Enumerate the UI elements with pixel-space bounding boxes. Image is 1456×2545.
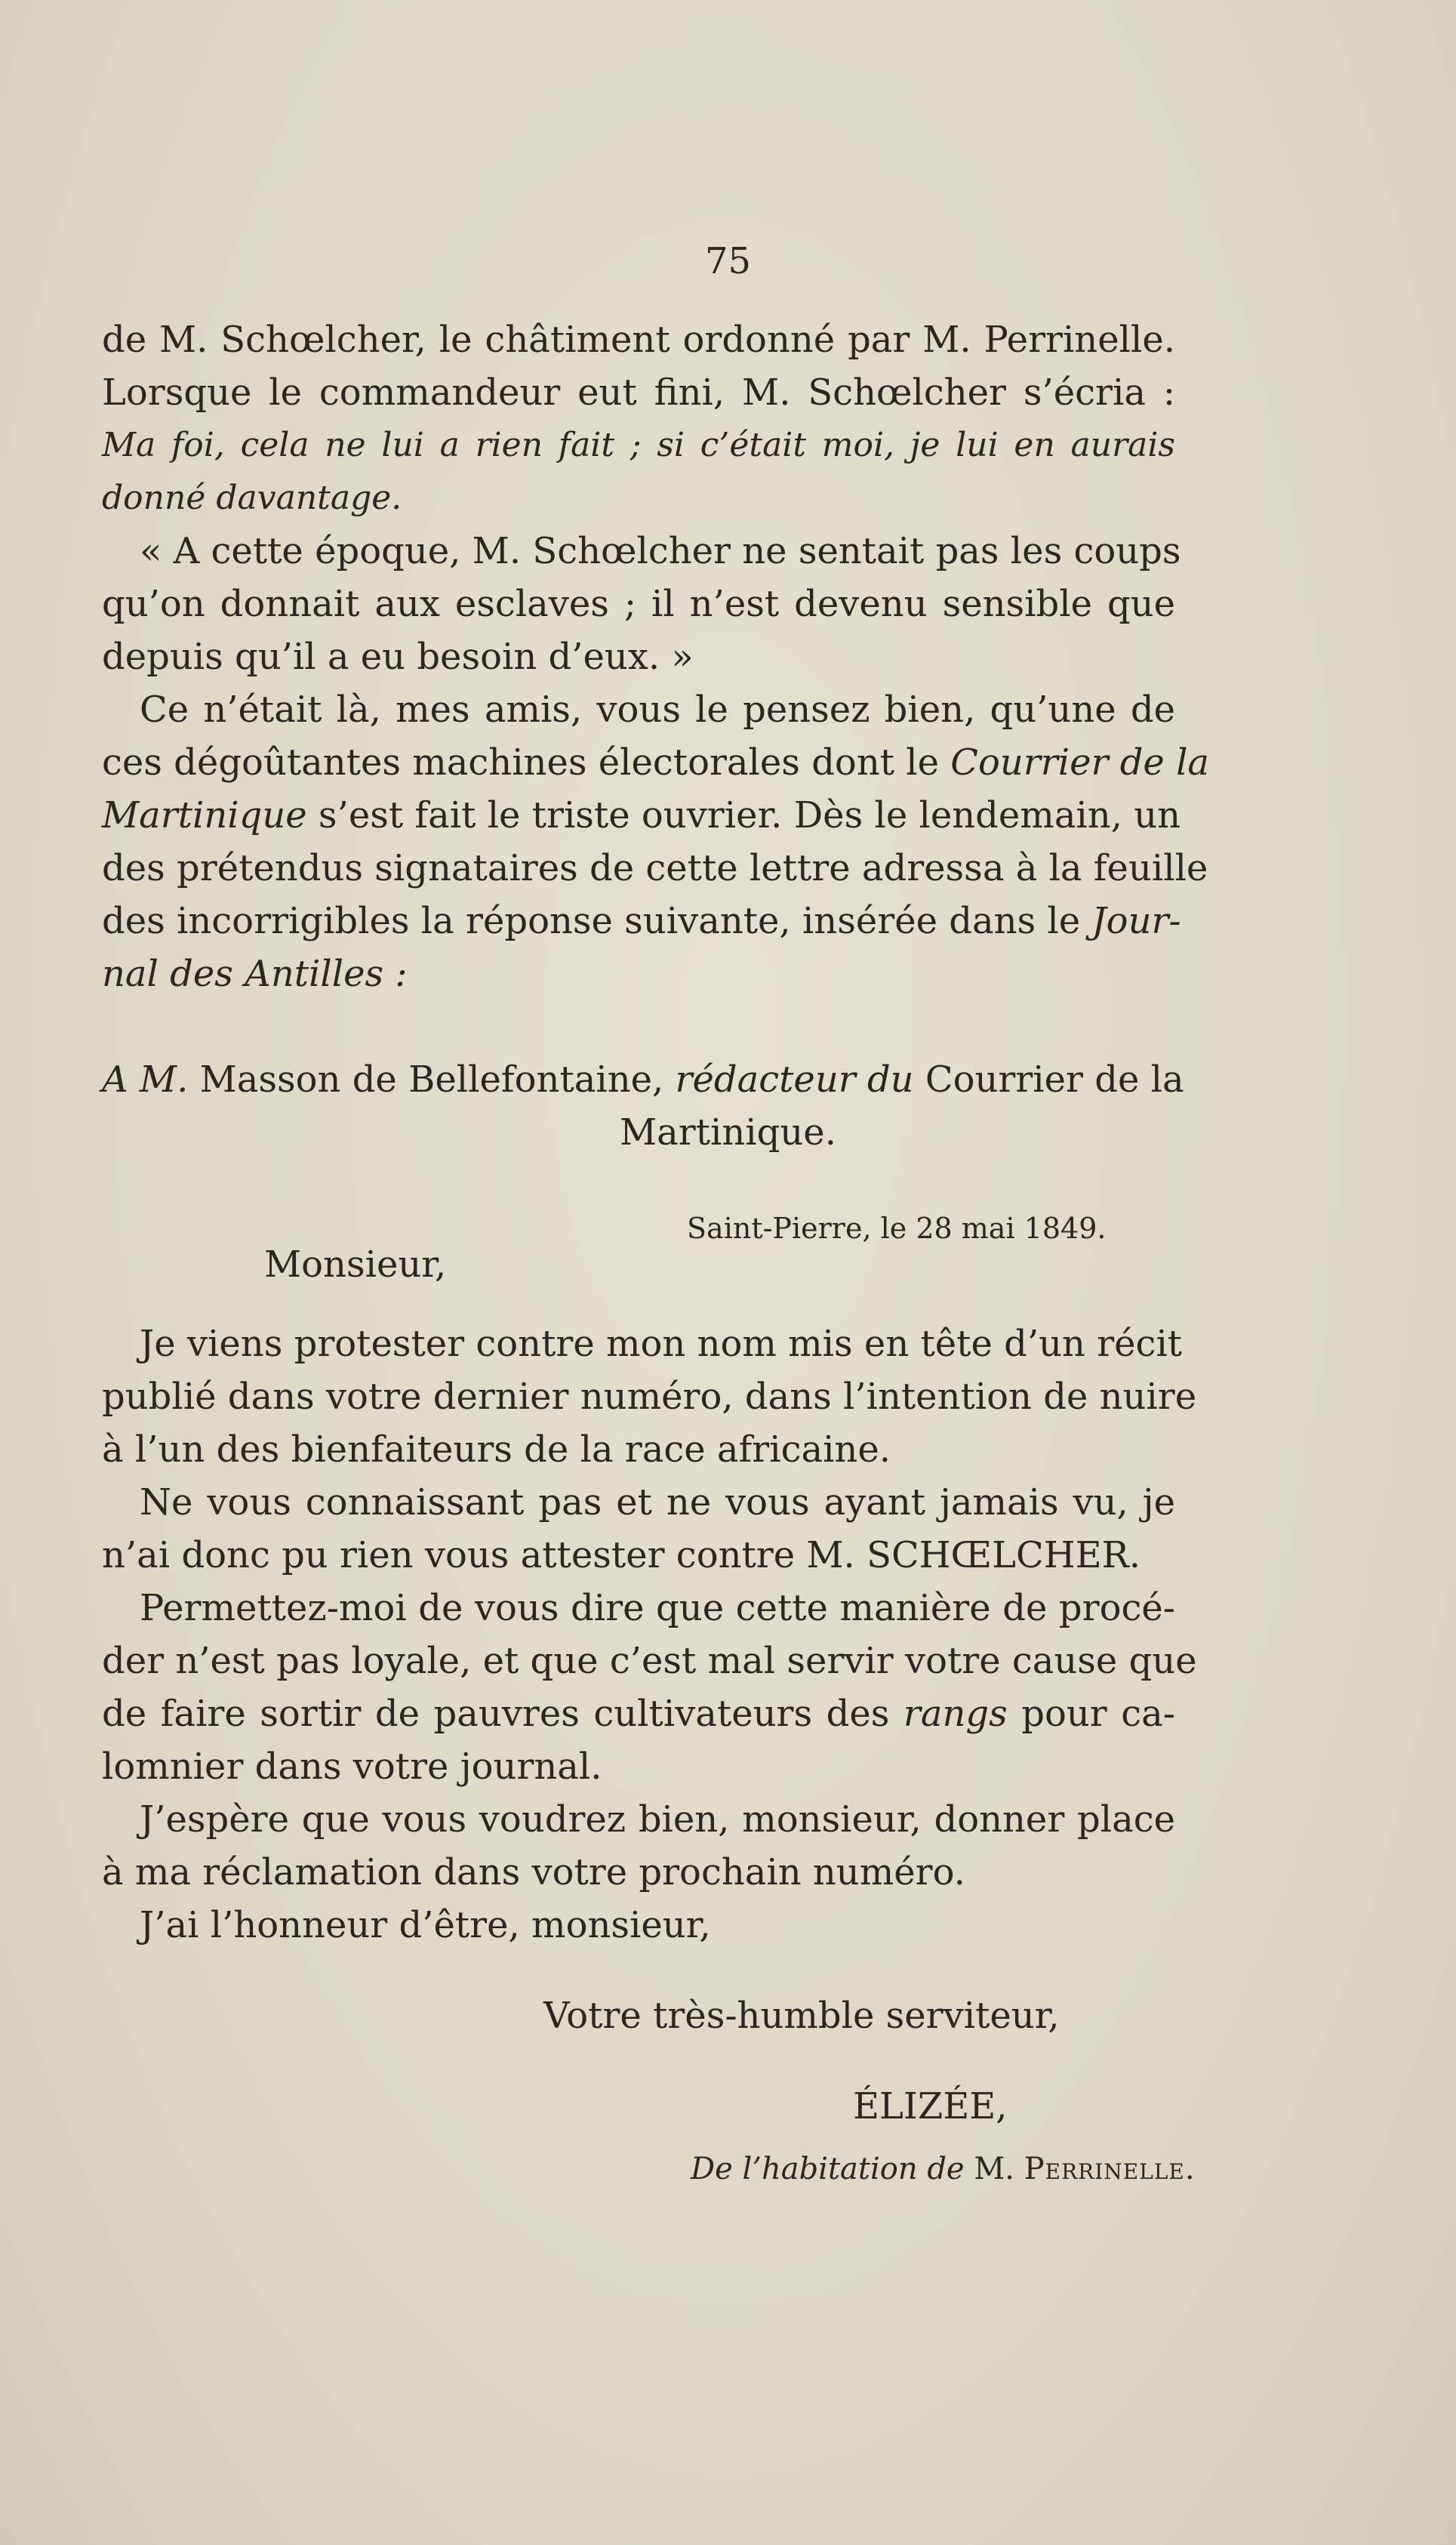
para3-line-1: Ce n’était là, mes amis, vous le pensez bien, qu’une de [140, 689, 1175, 731]
letter-p1-line-1: Je viens protester contre mon nom mis en tête d’un récit [140, 1323, 1183, 1365]
page-number: 75 [704, 240, 752, 282]
intro-quote-line-2: donné davantage. [102, 479, 402, 517]
letter-salutation: Monsieur, [264, 1243, 447, 1286]
para2-line-1: « A cette époque, M. Schœlcher ne sentait pas les coups [140, 530, 1181, 572]
letter-p4-line-1: J’espère que vous voudrez bien, monsieur, donner place [140, 1798, 1175, 1841]
letter-p1-line-3: à l’un des bienfaiteurs de la race africaine. [102, 1428, 891, 1471]
letter-address-line-2: Martinique. [620, 1111, 836, 1154]
letter-signature-origin: De l’habitation de M. Perrinelle. [691, 2152, 1196, 2186]
para3-line-6: nal des Antilles : [102, 953, 408, 995]
letter-p5-line-1: J’ai l’honneur d’être, monsieur, [140, 1904, 711, 1946]
para3-line-3: Martinique s’est fait le triste ouvrier. Dès le lendemain, un [102, 794, 1181, 837]
letter-p4-line-2: à ma réclamation dans votre prochain numéro. [102, 1851, 965, 1893]
para3-line-5: des incorrigibles la réponse suivante, insérée dans le Jour- [102, 900, 1181, 942]
letter-p3-line-4: lomnier dans votre journal. [102, 1745, 602, 1788]
letter-closing: Votre très-humble serviteur, [543, 1995, 1060, 2037]
para3-line-4: des prétendus signataires de cette lettre adressa à la feuille [102, 847, 1208, 889]
letter-signature: ÉLIZÉE, [853, 2085, 1008, 2128]
letter-p2-line-2: n’ai donc pu rien vous attester contre M. SCHŒLCHER. [102, 1534, 1141, 1576]
letter-dateline: Saint-Pierre, le 28 mai 1849. [687, 1212, 1107, 1245]
letter-p3-line-3: de faire sortir de pauvres cultivateurs des rangs pour ca- [102, 1693, 1175, 1735]
para2-line-2: qu’on donnait aux esclaves ; il n’est devenu sensible que [102, 583, 1175, 625]
letter-address-line-1: A M. Masson de Bellefontaine, rédacteur du Courrier de la [102, 1058, 1184, 1101]
letter-p1-line-2: publié dans votre dernier numéro, dans l’intention de nuire [102, 1376, 1197, 1418]
intro-line-2: Lorsque le commandeur eut fini, M. Schœlcher s’écria : [102, 371, 1175, 414]
letter-p2-line-1: Ne vous connaissant pas et ne vous ayant jamais vu, je [140, 1481, 1175, 1524]
letter-p3-line-1: Permettez-moi de vous dire que cette manière de procé- [140, 1587, 1175, 1629]
intro-line-1: de M. Schœlcher, le châtiment ordonné par M. Perrinelle. [102, 319, 1175, 361]
para3-line-2: ces dégoûtantes machines électorales dont le Courrier de la [102, 741, 1210, 784]
intro-quote-line-1: Ma foi, cela ne lui a rien fait ; si c’était moi, je lui en aurais [102, 426, 1175, 464]
para2-line-3: depuis qu’il a eu besoin d’eux. » [102, 636, 694, 678]
letter-p3-line-2: der n’est pas loyale, et que c’est mal servir votre cause que [102, 1640, 1197, 1682]
